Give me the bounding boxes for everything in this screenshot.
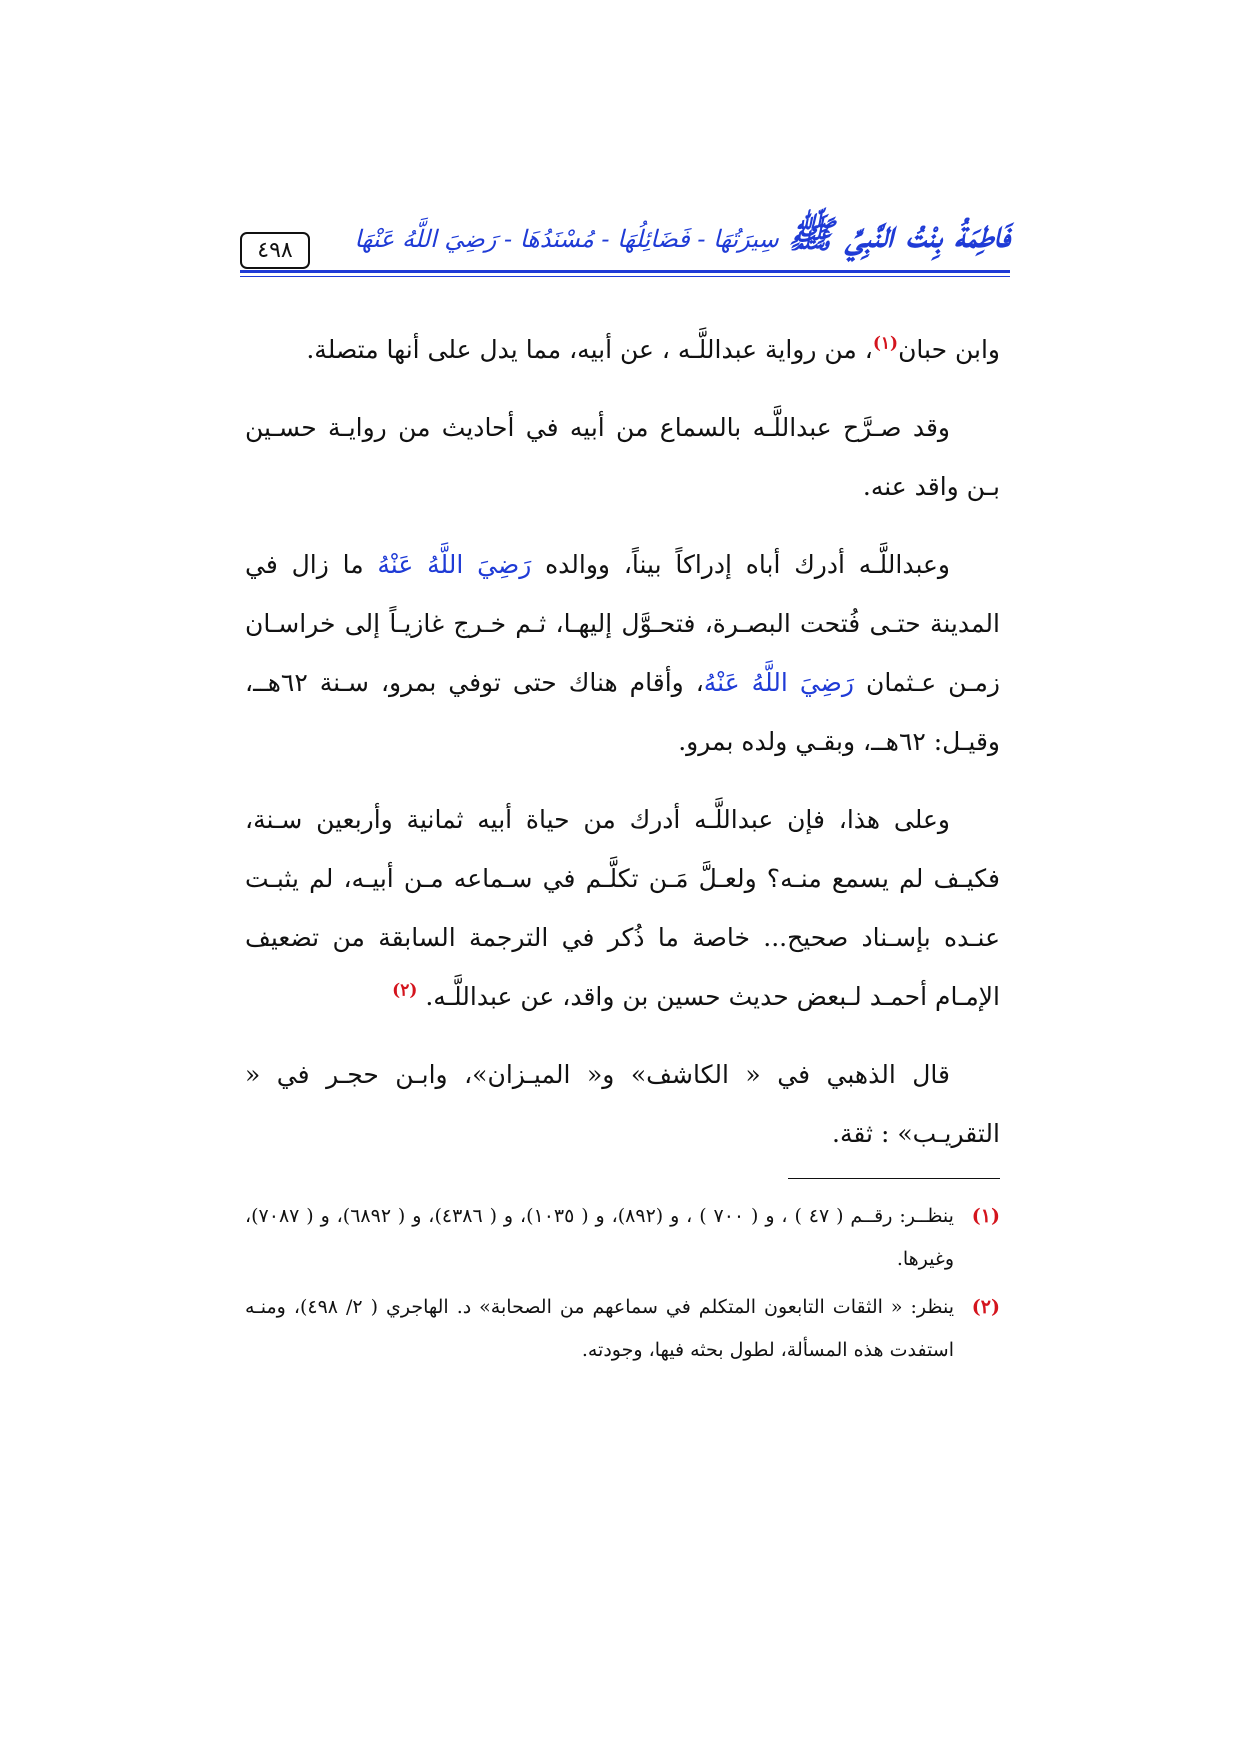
footnote-number-2: (٢) (971, 1296, 1000, 1318)
footnote-1 (245, 1195, 1000, 1281)
footnote-number-1: (١) (971, 1205, 1000, 1227)
page-number: ٤٩٨ (240, 232, 310, 269)
paragraph-4-text: وعلى هذا، فإن عبداللَّـه أدرك من حياة أبيه ثمانية وأربعين سـنة، فكيـف لم يسمع منـه؟ ولعـلَّ مَـن تكلَّـم في سـماعه مـن أبيـه، لم يثبـت عنـده بإسـناد صحيح... خاصة ما ذُكر في الترجمة السابقة من تضعيف الإمـام أحمـد لـبعض حديث حسين بن واقد، عن عبداللَّـه. (245, 805, 1000, 1011)
paragraph-3 (245, 535, 1000, 771)
footnote-text-1: ينظــر: رقــم ( ٤٧ ) ، و ( ٧٠٠ ) ، و (٨٩٢)، و ( ١٠٣٥)، و ( ٤٣٨٦)، و ( ٦٨٩٢)، و ( ٧٠٨٧)، وغيرها. (245, 1205, 954, 1270)
paragraph-3-text-b: ما زال في المدينة حتـى فُتحت البصـرة، فتحـوَّل إليهـا، ثـم خـرج غازيـاً إلى خراسـان زمـن عـثمان (245, 550, 1000, 697)
page-header (240, 190, 1010, 282)
book-title (354, 212, 1010, 266)
footnotes (245, 1195, 1000, 1377)
footnote-ref-1[interactable]: (١) (872, 333, 899, 354)
paragraph-1-text-b: ، من رواية عبداللَّـه ، عن أبيه، مما يدل على أنها متصلة. (306, 335, 873, 364)
book-title-subtitle: سِيرَتُهَا - فَضَائِلُهَا - مُسْنَدُهَا - رَضِيَ اللَّهُ عَنْهَا (354, 225, 779, 253)
footnote-2 (245, 1286, 1000, 1372)
honorific-2: رَضِيَ اللَّهُ عَنْهُ (703, 668, 854, 697)
book-title-name: فَاطِمَةُ بِنْتُ النَّبِيِّ ﷺ (788, 212, 1010, 256)
paragraph-1-text-a: وابن حبان (898, 335, 1000, 364)
honorific-1: رَضِيَ اللَّهُ عَنْهُ (377, 550, 532, 579)
header-rule-thin (240, 276, 1010, 277)
paragraph-3-text-a: وعبداللَّـه أدرك أباه إدراكاً بيناً، ووالده (545, 550, 950, 579)
paragraph-5: قال الذهبي في « الكاشف» و« الميـزان»، وابـن حجـر في « التقريـب» : ثقة. (245, 1060, 1000, 1148)
paragraph-3-text-c: ، وأقام هناك حتى توفي بمرو، سـنة ٦٢هــ، وقيـل: ٦٢هــ، وبقـي ولده بمرو. (245, 668, 1000, 756)
paragraph-2: وقد صـرَّح عبداللَّـه بالسماع من أبيه في أحاديث من روايـة حسـين بـن واقد عنه. (245, 413, 1000, 501)
paragraph-1 (245, 320, 1000, 379)
footnote-text-2: ينظر: « الثقات التابعون المتكلم في سماعهم من الصحابة» د. الهاجري ( ٢/ ٤٩٨)، ومنـه استفدت هذه المسألة، لطول بحثه فيها، وجودته. (245, 1296, 954, 1361)
header-rule-thick (240, 270, 1010, 273)
paragraph-4 (245, 790, 1000, 1026)
main-text (245, 320, 1000, 1182)
footnote-separator (788, 1178, 1000, 1179)
footnote-ref-2[interactable]: (٢) (392, 980, 418, 1001)
